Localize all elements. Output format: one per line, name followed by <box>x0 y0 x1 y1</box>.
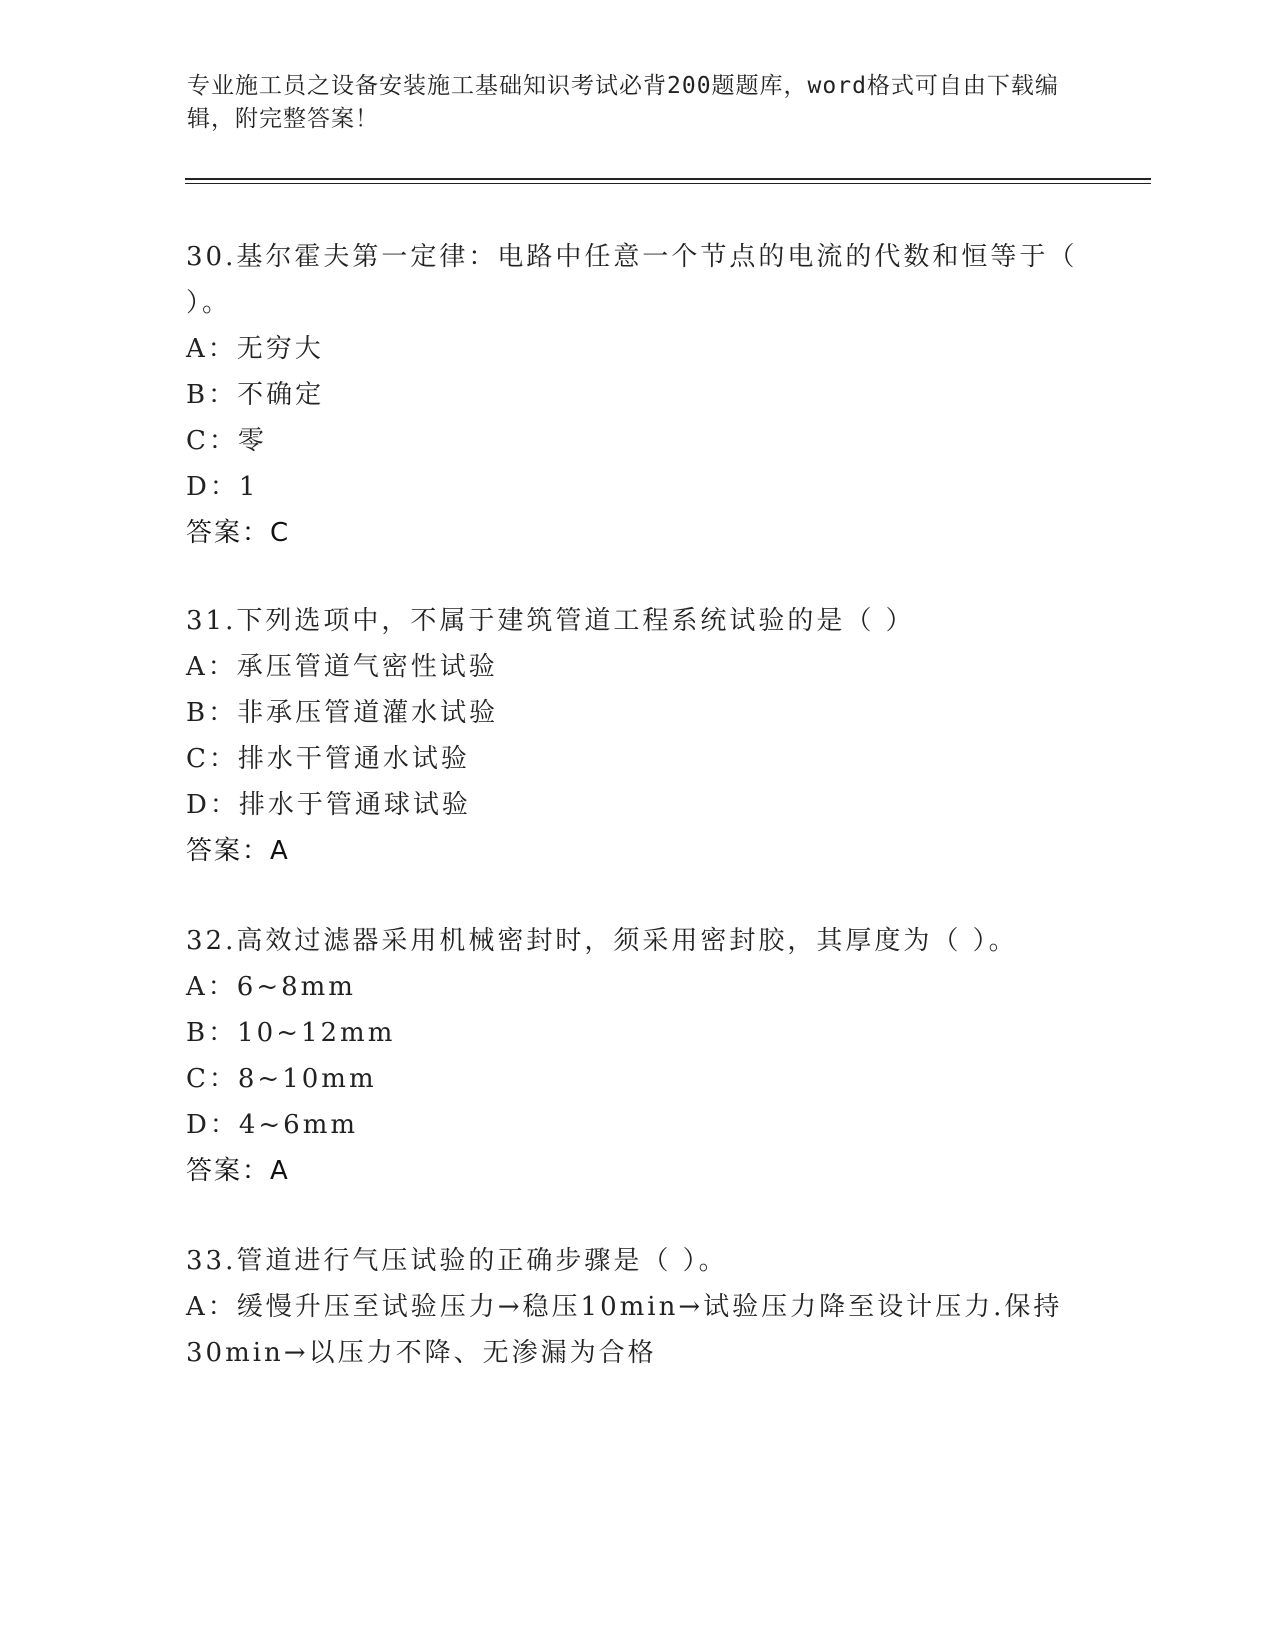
question-31 <box>186 598 1106 874</box>
option-b: B：不确定 <box>186 380 325 410</box>
option-a: A：6~8mm <box>186 972 356 1002</box>
option-d: D：1 <box>186 472 259 502</box>
header-divider-thick <box>185 178 1151 180</box>
option-c: C：排水干管通水试验 <box>186 744 470 774</box>
option-c: C：零 <box>186 426 267 456</box>
question-stem: 31.下列选项中，不属于建筑管道工程系统试验的是（ ） <box>186 606 915 636</box>
answer-line: 答案：A <box>186 1156 290 1186</box>
header-divider-thin <box>185 183 1151 184</box>
question-32 <box>186 918 1106 1194</box>
answer-line: 答案：C <box>186 518 291 548</box>
option-b: B：10~12mm <box>186 1018 396 1048</box>
question-stem: 33.管道进行气压试验的正确步骤是（ ）。 <box>186 1246 728 1276</box>
option-c: C：8~10mm <box>186 1064 377 1094</box>
option-a: A：缓慢升压至试验压力→稳压10min→试验压力降至设计压力.保持30min→以压力不降、无渗漏为合格 <box>186 1292 1063 1368</box>
answer-line: 答案：A <box>186 836 290 866</box>
question-stem: 30.基尔霍夫第一定律：电路中任意一个节点的电流的代数和恒等于（ ）。 <box>186 242 1078 318</box>
option-a: A：无穷大 <box>186 334 324 364</box>
option-b: B：非承压管道灌水试验 <box>186 698 499 728</box>
option-d: D：4~6mm <box>186 1110 359 1140</box>
question-33 <box>186 1238 1106 1376</box>
question-30 <box>186 234 1106 556</box>
option-d: D：排水于管通球试验 <box>186 790 471 820</box>
question-stem: 32.高效过滤器采用机械密封时，须采用密封胶，其厚度为（ ）。 <box>186 926 1018 956</box>
document-title: 专业施工员之设备安装施工基础知识考试必背200题题库，word格式可自由下载编辑，附完整答案！ <box>187 73 1059 132</box>
option-a: A：承压管道气密性试验 <box>186 652 498 682</box>
